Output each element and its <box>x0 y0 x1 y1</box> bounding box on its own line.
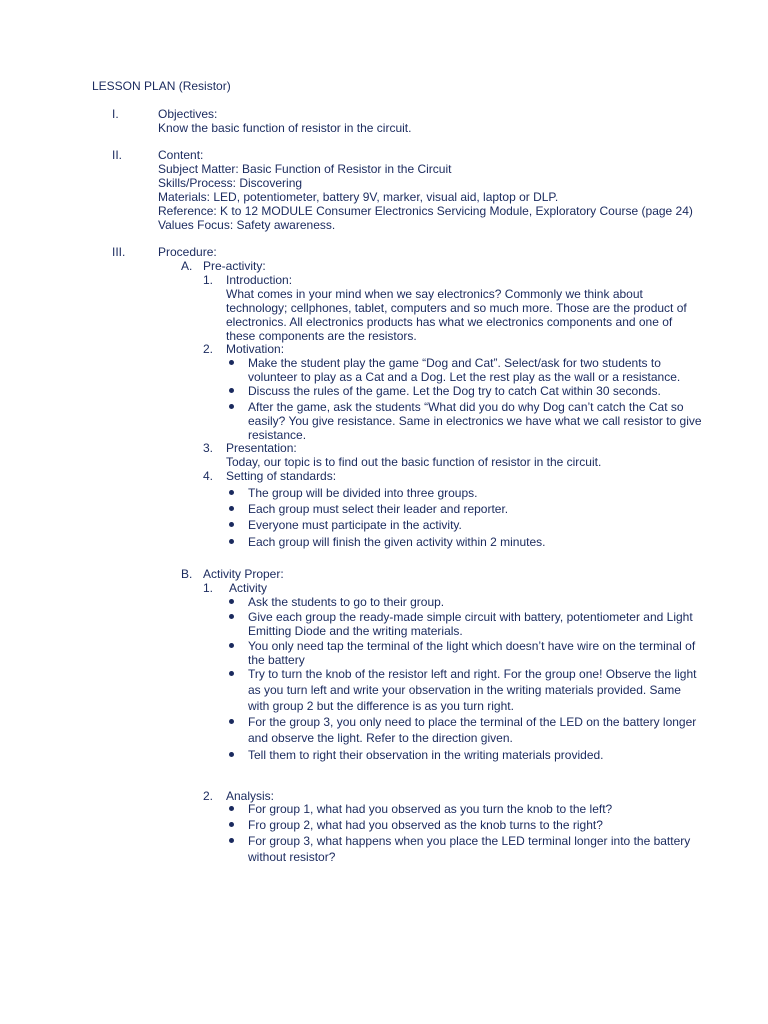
activity-proper-label: Activity Proper: <box>203 567 284 581</box>
activity-number: 1. <box>203 581 214 595</box>
standards-label: Setting of standards: <box>226 469 337 483</box>
introduction-line: these components are the resistors. <box>226 329 417 343</box>
bullet-icon <box>229 522 234 527</box>
bullet-icon <box>229 360 234 365</box>
activity-bullet-text: You only need tap the terminal of the light which doesn’t have wire on the terminal of <box>248 639 696 653</box>
analysis-bullet-text: Fro group 2, what had you observed as the knob turns to the right? <box>248 818 603 832</box>
bullet-icon <box>229 614 234 619</box>
bullet-icon <box>229 599 234 604</box>
presentation-number: 3. <box>203 441 214 455</box>
introduction-line: electronics. All electronics products has what we electronics components and one of <box>226 315 673 329</box>
activity-bullet-text: and observe the light. Refer to the direction given. <box>248 731 513 745</box>
content-numeral: II. <box>112 148 123 162</box>
content-heading: Content: <box>158 148 204 162</box>
bullet-icon <box>229 806 234 811</box>
activity-proper-letter: B. <box>181 567 193 581</box>
bullet-icon <box>229 752 234 757</box>
bullet-icon <box>229 490 234 495</box>
standards-number: 4. <box>203 469 214 483</box>
procedure-heading: Procedure: <box>158 245 217 259</box>
standards-bullet-text: Each group must select their leader and reporter. <box>248 502 509 516</box>
content-line: Skills/Process: Discovering <box>158 176 303 190</box>
analysis-number: 2. <box>203 789 214 803</box>
presentation-label: Presentation: <box>226 441 297 455</box>
content-line: Materials: LED, potentiometer, battery 9V, marker, visual aid, laptop or DLP. <box>158 190 559 204</box>
activity-bullet-text: with group 2 but the difference is as you turn right. <box>248 699 514 713</box>
bullet-icon <box>229 671 234 676</box>
pre-activity-label: Pre-activity: <box>203 259 266 273</box>
activity-bullet-text: Emitting Diode and the writing materials. <box>248 624 463 638</box>
pre-activity-letter: A. <box>181 259 193 273</box>
analysis-bullet-text: For group 3, what happens when you place the LED terminal longer into the battery <box>248 834 691 848</box>
introduction-line: technology; cellphones, tablet, computers and so much more. Those are the product of <box>226 301 687 315</box>
objectives-text: Know the basic function of resistor in the circuit. <box>158 121 412 135</box>
activity-bullet-text: Give each group the ready-made simple circuit with battery, potentiometer and Light <box>248 610 693 624</box>
bullet-icon <box>229 388 234 393</box>
content-line: Subject Matter: Basic Function of Resistor in the Circuit <box>158 162 452 176</box>
procedure-numeral: III. <box>112 245 126 259</box>
activity-bullet-text: the battery <box>248 653 305 667</box>
bullet-icon <box>229 838 234 843</box>
bullet-icon <box>229 404 234 409</box>
analysis-bullet-text: For group 1, what had you observed as you turn the knob to the left? <box>248 802 613 816</box>
motivation-bullet-text: Make the student play the game “Dog and Cat”. Select/ask for two students to <box>248 356 661 370</box>
activity-bullet-text: For the group 3, you only need to place the terminal of the LED on the battery longer <box>248 715 697 729</box>
activity-label: Activity <box>229 581 268 595</box>
bullet-icon <box>229 506 234 511</box>
content-line: Values Focus: Safety awareness. <box>158 218 336 232</box>
motivation-bullet-text: volunteer to play as a Cat and a Dog. Let the rest play as the wall or a resistance. <box>248 370 681 384</box>
activity-bullet-text: Try to turn the knob of the resistor left and right. For the group one! Observe the light <box>248 667 697 681</box>
standards-bullet-text: Each group will finish the given activity within 2 minutes. <box>248 535 546 549</box>
motivation-label: Motivation: <box>226 342 285 356</box>
presentation-text: Today, our topic is to find out the basic function of resistor in the circuit. <box>226 455 602 469</box>
bullet-icon <box>229 719 234 724</box>
motivation-bullet-text: After the game, ask the students “What did you do why Dog can’t catch the Cat so <box>248 400 684 414</box>
motivation-number: 2. <box>203 342 214 356</box>
content-line: Reference: K to 12 MODULE Consumer Electronics Servicing Module, Exploratory Course (page 24) <box>158 204 693 218</box>
bullet-icon <box>229 539 234 544</box>
introduction-label: Introduction: <box>226 273 293 287</box>
introduction-line: What comes in your mind when we say electronics? Commonly we think about <box>226 287 643 301</box>
page-title: LESSON PLAN (Resistor) <box>92 79 231 93</box>
analysis-label: Analysis: <box>226 789 275 803</box>
activity-bullet-text: Ask the students to go to their group. <box>248 595 445 609</box>
objectives-numeral: I. <box>112 107 119 121</box>
bullet-icon <box>229 822 234 827</box>
activity-bullet-text: Tell them to right their observation in the writing materials provided. <box>248 748 604 762</box>
motivation-bullet-text: resistance. <box>248 428 307 442</box>
objectives-heading: Objectives: <box>158 107 218 121</box>
motivation-bullet-text: Discuss the rules of the game. Let the Dog try to catch Cat within 30 seconds. <box>248 384 661 398</box>
standards-bullet-text: Everyone must participate in the activity. <box>248 518 462 532</box>
introduction-number: 1. <box>203 273 214 287</box>
analysis-bullet-text: without resistor? <box>248 850 336 864</box>
standards-bullet-text: The group will be divided into three groups. <box>248 486 478 500</box>
activity-bullet-text: as you turn left and write your observation in the writing materials provided. Same <box>248 683 681 697</box>
bullet-icon <box>229 643 234 648</box>
motivation-bullet-text: easily? You give resistance. Same in electronics we have what we call resistor to give <box>248 414 702 428</box>
